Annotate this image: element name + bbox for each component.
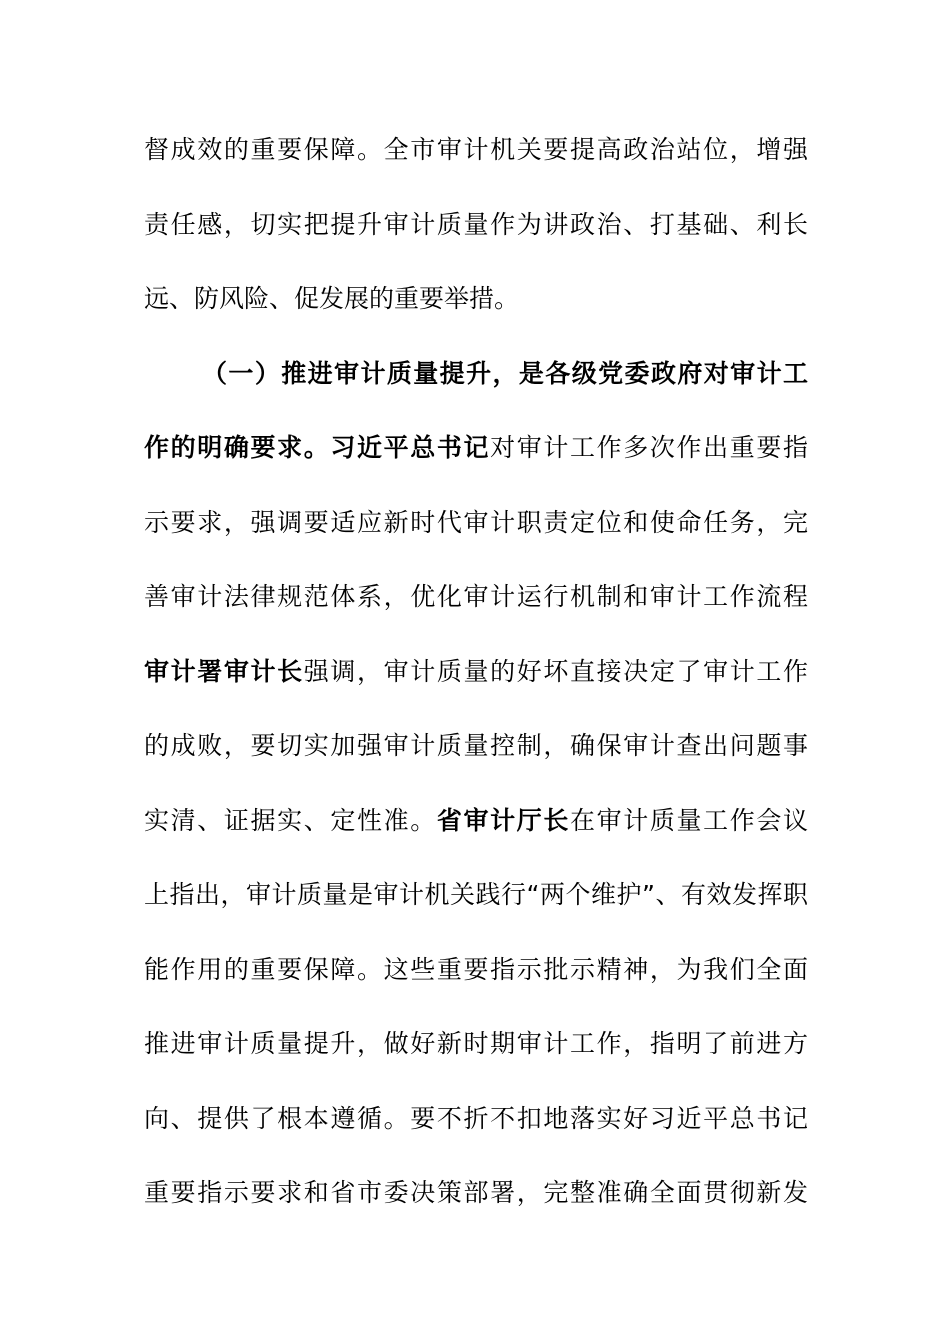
paragraph-line — [144, 858, 808, 933]
text-segment: 上指出，审计质量是审计机关践行“两个维护”、有效发挥职 — [144, 880, 808, 909]
text-segment: 能作用的重要保障。这些重要指示批示精神，为我们全面 — [144, 954, 808, 984]
paragraph-line — [144, 560, 808, 635]
paragraph-line — [144, 933, 808, 1008]
paragraph-line — [144, 188, 808, 263]
text-segment: 实清、证据实、定性准。 — [144, 805, 437, 835]
text-segment: 远、防风险、促发展的重要举措。 — [144, 284, 520, 313]
text-segment: 对审计工作多次作出重要指 — [490, 433, 808, 462]
document-body — [144, 113, 808, 1231]
text-segment: 强调，审计质量的好坏直接决定了审计工作 — [303, 656, 808, 686]
text-segment: 督成效的重要保障。全市审计机关要提高政治站位，增强 — [144, 135, 808, 164]
text-segment: 善审计法律规范体系，优化审计运行机制和审计工作流程 — [144, 582, 808, 611]
text-segment: 示要求，强调要适应新时代审计职责定位和使命任务，完 — [144, 507, 808, 537]
text-segment: 在审计质量工作会议 — [569, 805, 808, 835]
text-segment: 推进审计质量提升，做好新时期审计工作，指明了前进方 — [144, 1029, 808, 1058]
paragraph-line — [144, 411, 808, 486]
bold-text-segment: 省审计厅长 — [436, 805, 570, 835]
paragraph-line — [144, 486, 808, 561]
paragraph-line — [144, 1007, 808, 1082]
paragraph-line — [144, 337, 808, 412]
text-segment: 责任感，切实把提升审计质量作为讲政治、打基础、利长 — [144, 209, 808, 239]
paragraph-line — [144, 784, 808, 859]
paragraph-line — [144, 1082, 808, 1157]
bold-text-segment: 作的明确要求。习近平总书记 — [144, 433, 491, 462]
bold-text-segment: （一）推进审计质量提升，是各级党委政府对审计工 — [202, 358, 808, 388]
text-segment: 重要指示要求和省市委决策部署，完整准确全面贯彻新发 — [144, 1178, 808, 1207]
text-segment: 向、提供了根本遵循。要不折不扣地落实好习近平总书记 — [144, 1103, 808, 1133]
text-segment: 的成败，要切实加强审计质量控制，确保审计查出问题事 — [144, 731, 808, 760]
paragraph-line — [144, 113, 808, 188]
paragraph-line — [144, 709, 808, 784]
paragraph-line — [144, 1156, 808, 1231]
bold-text-segment: 审计署审计长 — [144, 656, 304, 686]
paragraph-line — [144, 635, 808, 710]
paragraph-line — [144, 262, 808, 337]
